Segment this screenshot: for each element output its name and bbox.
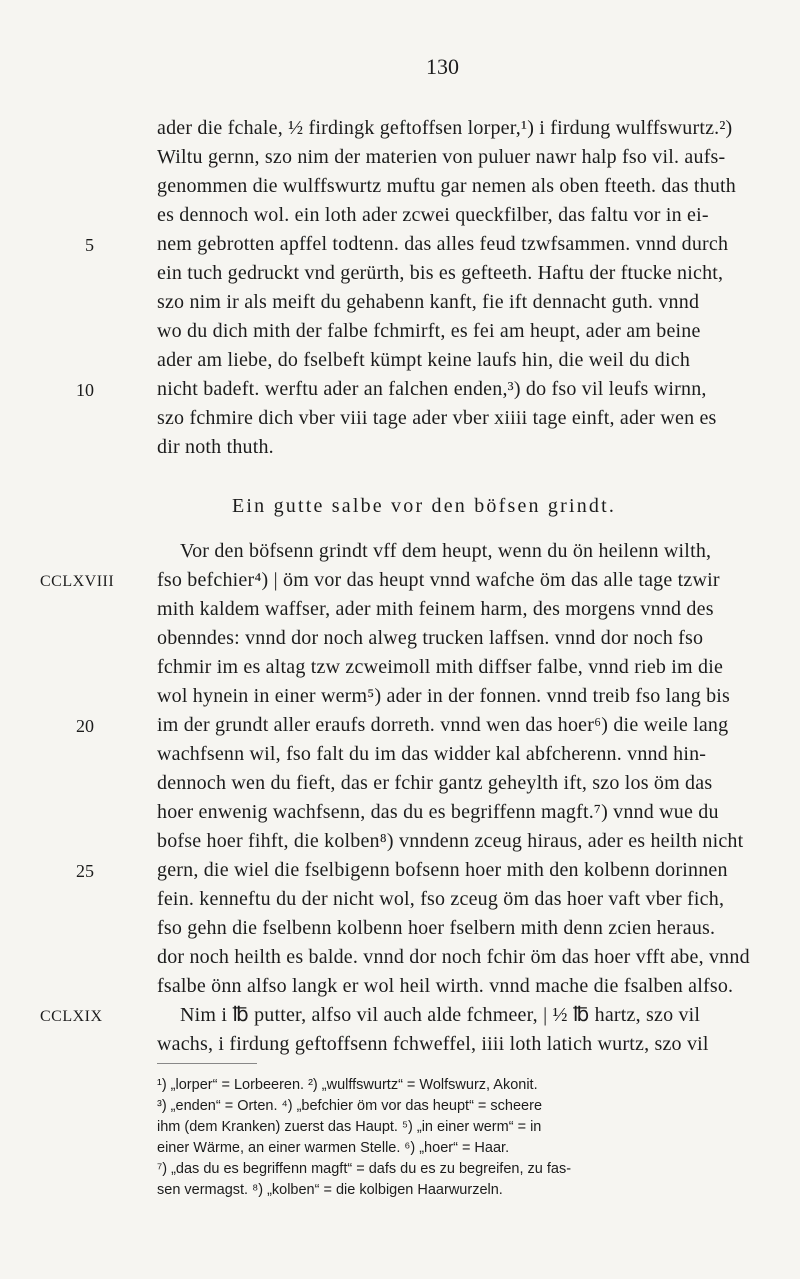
text-line: dir noth thuth. [157, 436, 274, 458]
text-line: Nim i ℔ putter, alfso vil auch alde fchmeer, | ½ ℔ hartz, szo vil [180, 1004, 701, 1026]
footnote-line: einer Wärme, an einer warmen Stelle. ⁶) „hoer“ = Haar. [157, 1140, 510, 1156]
text-line: Wiltu gernn, szo nim der materien von puluer nawr halp fso vil. aufs- [157, 146, 726, 168]
footnote-line: sen vermagst. ⁸) „kolben“ = die kolbigen Haarwurzeln. [157, 1182, 503, 1198]
footnote-line: ⁷) „das du es begriffenn magft“ = dafs du es zu begreifen, zu fas- [157, 1161, 572, 1177]
text-line: fein. kenneftu du der nicht wol, fso zceug öm das hoer vaft vber fich, [157, 888, 725, 910]
footnote-line: ihm (dem Kranken) zuerst das Haupt. ⁵) „in einer werm“ = in [157, 1119, 542, 1135]
text-line: hoer enwenig wachfsenn, das du es begriffenn magft.⁷) vnnd wue du [157, 801, 719, 823]
footnote-line: ¹) „lorper“ = Lorbeeren. ²) „wulffswurtz“ = Wolfswurz, Akonit. [157, 1077, 538, 1093]
text-line: Vor den böfsenn grindt vff dem heupt, wenn du ön heilenn wilth, [180, 540, 712, 562]
text-line: ader am liebe, do fselbeft kümpt keine laufs hin, die weil du dich [157, 349, 691, 371]
text-line: ein tuch gedruckt vnd gerürth, bis es gefteeth. Haftu der ftucke nicht, [157, 262, 724, 284]
text-line: ader die fchale, ½ firdingk geftoffsen lorper,¹) i firdung wulffswurtz.²) [157, 117, 733, 139]
text-line: obenndes: vnnd dor noch alweg trucken laffsen. vnnd dor noch fso [157, 627, 704, 649]
text-line: fso befchier⁴) | öm vor das heupt vnnd wafche öm das alle tage tzwir [157, 569, 720, 591]
footnote-line: ³) „enden“ = Orten. ⁴) „befchier öm vor das heupt“ = scheere [157, 1098, 543, 1114]
margin-reference: CCLXIX [40, 1008, 103, 1025]
text-line: dor noch heilth es balde. vnnd dor noch fchir öm das hoer vfft abe, vnnd [157, 946, 750, 968]
text-line: fso gehn die fselbenn kolbenn hoer fselbern mith denn zcien heraus. [157, 917, 716, 939]
text-line: im der grundt aller eraufs dorreth. vnnd wen das hoer⁶) die weile lang [157, 714, 729, 736]
text-line: genommen die wulffswurtz muftu gar nemen als oben fteeth. das thuth [157, 175, 736, 197]
text-line: bofse hoer fihft, die kolben⁸) vnndenn zceug hiraus, ader es heilth nicht [157, 830, 744, 852]
line-number: 25 [76, 861, 94, 881]
text-line: szo fchmire dich vber viii tage ader vber xiiii tage einft, ader wen es [157, 407, 717, 429]
text-line: nem gebrotten apffel todtenn. das alles feud tzwfsammen. vnnd durch [157, 233, 729, 255]
footnote-rule [157, 1063, 257, 1064]
text-line: wo du dich mith der falbe fchmirft, es fei am heupt, ader am beine [157, 320, 701, 342]
text-line: wol hynein in einer werm⁵) ader in der fonnen. vnnd treib fso lang bis [157, 685, 731, 707]
text-line: wachs, i firdung geftoffsenn fchweffel, iiii loth latich wurtz, szo vil [157, 1033, 709, 1055]
text-line: gern, die wiel die fselbigenn bofsenn hoer mith den kolbenn dorinnen [157, 859, 728, 881]
line-number: 10 [76, 380, 94, 400]
text-line: fchmir im es altag tzw zcweimoll mith diffser falbe, vnnd rieb im die [157, 656, 724, 678]
text-line: mith kaldem waffser, ader mith feinem harm, des morgens vnnd des [157, 598, 714, 620]
page-number: 130 [426, 54, 459, 79]
text-line: fsalbe önn alfso langk er wol heil wirth. vnnd mache die fsalben alfso. [157, 975, 734, 997]
margin-reference: CCLXVIII [40, 573, 115, 590]
section-heading: Ein gutte salbe vor den böfsen grindt. [232, 495, 617, 517]
text-line: wachfsenn wil, fso falt du im das widder kal abfcherenn. vnnd hin- [157, 743, 707, 765]
text-line: dennoch wen du fieft, das er fchir gantz geheylth ift, szo los öm das [157, 772, 713, 794]
text-line: es dennoch wol. ein loth ader zcwei queckfilber, das faltu vor in ei- [157, 204, 709, 226]
text-line: szo nim ir als meift du gehabenn kanft, fie ift dennacht guth. vnnd [157, 291, 700, 313]
line-number: 20 [76, 716, 94, 736]
text-line: nicht badeft. werftu ader an falchen enden,³) do fso vil leufs wirnn, [157, 378, 707, 400]
line-number: 5 [85, 235, 94, 255]
